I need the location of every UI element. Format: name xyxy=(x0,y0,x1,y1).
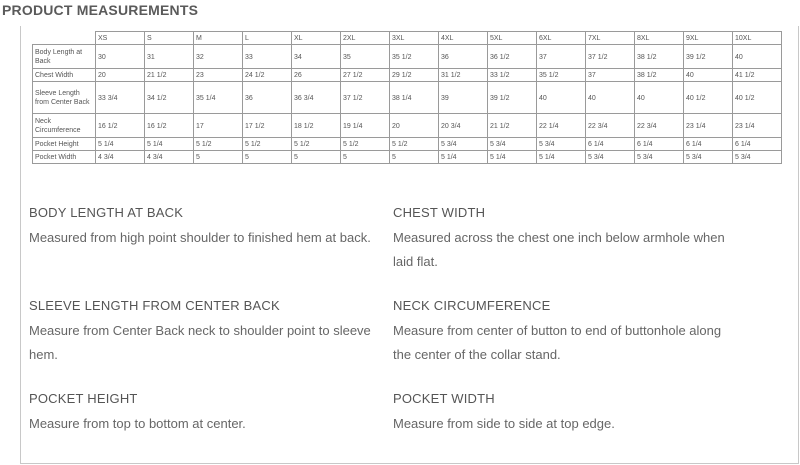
measurement-cell: 23 xyxy=(194,69,243,82)
measurement-cell: 40 xyxy=(586,82,635,114)
definition-text: Measure from Center Back neck to shoulder point to sleeve hem. xyxy=(29,323,371,362)
definition-pocket-width xyxy=(393,390,738,436)
definition-neck-circumference xyxy=(393,297,738,367)
table-row xyxy=(33,138,782,151)
measurement-cell: 40 1/2 xyxy=(684,82,733,114)
table-row xyxy=(33,82,782,114)
measurement-cell: 36 xyxy=(243,82,292,114)
row-label: Sleeve Length from Center Back xyxy=(33,82,96,114)
measurement-cell: 5 1/4 xyxy=(145,138,194,151)
measurement-cell: 26 xyxy=(292,69,341,82)
measurement-cell: 24 1/2 xyxy=(243,69,292,82)
measurement-cell: 30 xyxy=(96,45,145,69)
measurement-cell: 5 3/4 xyxy=(439,138,488,151)
definition-chest-width xyxy=(393,204,738,274)
measurement-cell: 38 1/2 xyxy=(635,69,684,82)
measurement-cell: 21 1/2 xyxy=(145,69,194,82)
measurement-cell: 29 1/2 xyxy=(390,69,439,82)
measurement-cell: 37 1/2 xyxy=(586,45,635,69)
measurement-cell: 17 1/2 xyxy=(243,114,292,138)
definition-text: Measured across the chest one inch below armhole when laid flat. xyxy=(393,230,725,269)
size-header: XL xyxy=(292,32,341,45)
measurement-cell: 23 1/4 xyxy=(684,114,733,138)
measurement-cell: 36 3/4 xyxy=(292,82,341,114)
size-header: 4XL xyxy=(439,32,488,45)
measurement-cell: 40 1/2 xyxy=(733,82,782,114)
table-row xyxy=(33,69,782,82)
size-header: S xyxy=(145,32,194,45)
measurement-cell: 20 xyxy=(390,114,439,138)
measurement-cell: 5 1/4 xyxy=(439,151,488,164)
measurement-cell: 40 xyxy=(635,82,684,114)
definition-text: Measure from top to bottom at center. xyxy=(29,416,246,431)
measurement-cell: 31 xyxy=(145,45,194,69)
measurement-cell: 33 3/4 xyxy=(96,82,145,114)
definition-pocket-height xyxy=(29,390,374,436)
measurement-cell: 5 3/4 xyxy=(488,138,537,151)
measurement-cell: 6 1/4 xyxy=(635,138,684,151)
measurement-cell: 23 1/4 xyxy=(733,114,782,138)
measurement-cell: 6 1/4 xyxy=(684,138,733,151)
definition-title: CHEST WIDTH xyxy=(393,205,486,220)
measurement-cell: 5 xyxy=(243,151,292,164)
definition-text: Measured from high point shoulder to finished hem at back. xyxy=(29,230,371,245)
measurement-cell: 5 1/4 xyxy=(96,138,145,151)
measurement-cell: 35 xyxy=(341,45,390,69)
measurement-cell: 22 3/4 xyxy=(635,114,684,138)
measurement-cell: 39 1/2 xyxy=(684,45,733,69)
measurement-cell: 40 xyxy=(733,45,782,69)
measurement-cell: 20 xyxy=(96,69,145,82)
measurement-cell: 5 xyxy=(390,151,439,164)
measurement-cell: 35 1/2 xyxy=(537,69,586,82)
measurement-cell: 22 1/4 xyxy=(537,114,586,138)
definition-title: POCKET WIDTH xyxy=(393,391,495,406)
measurement-cell: 33 xyxy=(243,45,292,69)
measurement-cell: 37 1/2 xyxy=(341,82,390,114)
definition-sleeve-length xyxy=(29,297,374,367)
measurement-cell: 35 1/4 xyxy=(194,82,243,114)
measurement-cell: 5 1/2 xyxy=(341,138,390,151)
table-header-row xyxy=(33,32,782,45)
table-corner-cell xyxy=(33,32,96,45)
row-label: Neck Circumference xyxy=(33,114,96,138)
measurement-cell: 37 xyxy=(586,69,635,82)
definition-title: BODY LENGTH AT BACK xyxy=(29,205,184,220)
measurement-cell: 22 3/4 xyxy=(586,114,635,138)
definition-text: Measure from side to side at top edge. xyxy=(393,416,615,431)
measurement-cell: 40 xyxy=(537,82,586,114)
measurement-cell: 40 xyxy=(684,69,733,82)
measurement-cell: 38 1/2 xyxy=(635,45,684,69)
size-header: 7XL xyxy=(586,32,635,45)
measurement-cell: 34 1/2 xyxy=(145,82,194,114)
measurement-cell: 19 1/4 xyxy=(341,114,390,138)
table-row xyxy=(33,45,782,69)
measurement-cell: 5 1/4 xyxy=(537,151,586,164)
measurement-cell: 16 1/2 xyxy=(96,114,145,138)
measurement-cell: 41 1/2 xyxy=(733,69,782,82)
measurement-cell: 39 xyxy=(439,82,488,114)
measurement-cell: 5 1/2 xyxy=(292,138,341,151)
page-title: PRODUCT MEASUREMENTS xyxy=(2,2,199,18)
definition-title: POCKET HEIGHT xyxy=(29,391,138,406)
measurement-cell: 6 1/4 xyxy=(733,138,782,151)
measurement-cell: 5 1/4 xyxy=(488,151,537,164)
measurements-table xyxy=(32,31,782,164)
measurement-cell: 35 1/2 xyxy=(390,45,439,69)
size-header: 6XL xyxy=(537,32,586,45)
measurement-cell: 5 3/4 xyxy=(635,151,684,164)
definition-title: SLEEVE LENGTH FROM CENTER BACK xyxy=(29,298,280,313)
measurement-cell: 4 3/4 xyxy=(145,151,194,164)
size-header: L xyxy=(243,32,292,45)
measurement-cell: 5 3/4 xyxy=(684,151,733,164)
measurement-cell: 31 1/2 xyxy=(439,69,488,82)
size-header: 9XL xyxy=(684,32,733,45)
size-header: 2XL xyxy=(341,32,390,45)
measurement-cell: 6 1/4 xyxy=(586,138,635,151)
size-header: 8XL xyxy=(635,32,684,45)
size-header: M xyxy=(194,32,243,45)
measurement-cell: 32 xyxy=(194,45,243,69)
measurement-cell: 5 3/4 xyxy=(586,151,635,164)
measurement-cell: 17 xyxy=(194,114,243,138)
measurement-cell: 5 xyxy=(194,151,243,164)
row-label: Pocket Width xyxy=(33,151,96,164)
measurement-cell: 37 xyxy=(537,45,586,69)
row-label: Pocket Height xyxy=(33,138,96,151)
size-header: 5XL xyxy=(488,32,537,45)
measurement-cell: 5 3/4 xyxy=(537,138,586,151)
measurement-cell: 18 1/2 xyxy=(292,114,341,138)
measurement-cell: 5 xyxy=(292,151,341,164)
measurement-cell: 38 1/4 xyxy=(390,82,439,114)
table-row xyxy=(33,151,782,164)
row-label: Chest Width xyxy=(33,69,96,82)
measurement-cell: 5 1/2 xyxy=(194,138,243,151)
measurement-cell: 4 3/4 xyxy=(96,151,145,164)
size-header: 10XL xyxy=(733,32,782,45)
measurement-cell: 36 xyxy=(439,45,488,69)
measurement-cell: 20 3/4 xyxy=(439,114,488,138)
definition-title: NECK CIRCUMFERENCE xyxy=(393,298,551,313)
measurement-cell: 16 1/2 xyxy=(145,114,194,138)
measurement-cell: 39 1/2 xyxy=(488,82,537,114)
table-row xyxy=(33,114,782,138)
measurement-cell: 21 1/2 xyxy=(488,114,537,138)
measurement-cell: 34 xyxy=(292,45,341,69)
measurement-cell: 27 1/2 xyxy=(341,69,390,82)
definition-body-length xyxy=(29,204,374,250)
measurement-cell: 5 1/2 xyxy=(390,138,439,151)
measurement-cell: 5 xyxy=(341,151,390,164)
row-label: Body Length at Back xyxy=(33,45,96,69)
definition-text: Measure from center of button to end of buttonhole along the center of the collar stand. xyxy=(393,323,722,362)
measurement-cell: 5 3/4 xyxy=(733,151,782,164)
size-header: 3XL xyxy=(390,32,439,45)
size-header: XS xyxy=(96,32,145,45)
measurement-cell: 33 1/2 xyxy=(488,69,537,82)
measurement-cell: 5 1/2 xyxy=(243,138,292,151)
measurement-cell: 36 1/2 xyxy=(488,45,537,69)
